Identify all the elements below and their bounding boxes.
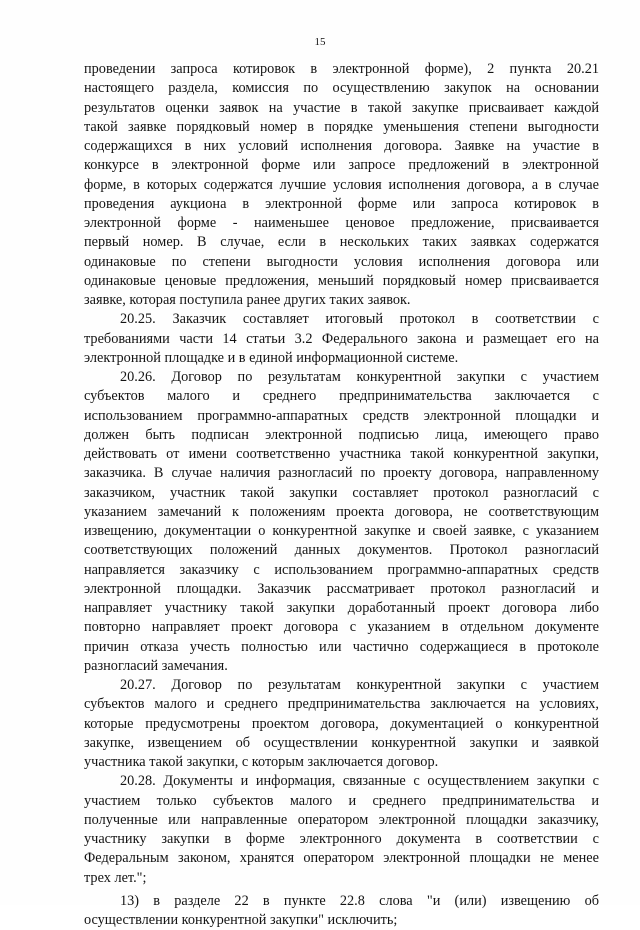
text-line: проведения аукциона в электронной форме или запроса котировок в — [84, 195, 599, 212]
text-line: форме, в которых содержатся лучшие условия исполнения договора, а в случае — [84, 176, 599, 193]
text-line: закупке, извещением об осуществлении конкурентной закупки и заявкой — [84, 734, 599, 751]
text-line: осуществлении конкурентной закупки" исключить; — [84, 912, 398, 928]
text-line: проведении запроса котировок в электронной форме), 2 пункта 20.21 — [84, 61, 599, 77]
text-line: разногласий замечания. — [84, 657, 228, 674]
text-line: участника такой закупки, с которым заключается договор. — [84, 754, 439, 770]
text-line: причин отказа учесть полностью или частично содержащиеся в протоколе — [84, 638, 599, 655]
text-line: заказчика. В случае наличия разногласий по проекту договора, направленному — [84, 465, 599, 482]
text-line: 20.26. Договор по результатам конкурентной закупки с участием — [120, 369, 599, 385]
text-line: трех лет."; — [84, 869, 147, 886]
text-line: должен быть подписан электронной подписью лица, имеющего право — [84, 426, 599, 443]
text-line: одинаковые ценовые предложения, меньший порядковый номер присваивается — [84, 272, 599, 289]
text-line: повторно направляет проект договора с указанием в отдельном документе — [84, 619, 599, 636]
text-line: направляет участнику такой закупки доработанный проект договора либо — [84, 600, 599, 616]
text-line: содержащихся в них условий исполнения договора. Заявке на участие в — [84, 138, 599, 154]
text-line: 20.25. Заказчик составляет итоговый протокол в соответствии с — [120, 311, 599, 328]
text-line: одинаковые по степени выгодности условия исполнения договора или — [84, 253, 599, 270]
text-line: субъектов малого и среднего предпринимательства заключается на условиях, — [84, 696, 599, 713]
text-line: извещению, документации о конкурентной закупке и своей заявке, с указанием — [84, 523, 599, 539]
text-line: указанием замечаний к положениям проекта договора, не соответствующим — [84, 503, 599, 520]
text-line: электронной форме - наименьшее ценовое предложение, присваивается — [84, 215, 599, 231]
text-line: 13) в разделе 22 в пункте 22.8 слова "и (или) извещению об — [120, 892, 599, 909]
text-line: первый номер. В случае, если в нескольких таких заявках содержатся — [84, 234, 599, 251]
page-number: 15 — [314, 36, 326, 48]
text-line: участнику закупки в форме электронного документа в соответствии с — [84, 831, 599, 847]
text-line: участием только субъектов малого и среднего предпринимательства и — [84, 792, 599, 809]
text-line: использованием программно-аппаратных средств электронной площадки и — [84, 407, 599, 424]
text-line: 20.28. Документы и информация, связанные с осуществлением закупки с — [120, 773, 599, 790]
text-line: соответствующих положений данных документов. Протокол разногласий — [84, 542, 599, 559]
document-body — [84, 60, 599, 930]
text-line: такой заявке порядковый номер в порядке уменьшения степени выгодности — [84, 118, 599, 135]
text-line: направляется заказчику с использованием программно-аппаратных средств — [84, 561, 599, 578]
text-line: результатов оценки заявок на участие в такой закупке присваивает каждой — [84, 99, 599, 116]
text-line: настоящего раздела, комиссия по осуществлению закупок на основании — [84, 80, 599, 97]
text-line: 20.27. Договор по результатам конкурентной закупки с участием — [120, 677, 599, 693]
text-line: заказчиком, участник такой закупки составляет протокол разногласий с — [84, 484, 599, 501]
text-line: которые предусмотрены проектом договора, документацией о конкурентной — [84, 715, 599, 732]
text-line: конкурсе в электронной форме или запросе предложений в электронной — [84, 157, 599, 174]
text-line: действовать от имени соответственно участника такой конкурентной закупки, — [84, 446, 599, 462]
text-line: электронной площадки. Заказчик рассматривает протокол разногласий и — [84, 580, 599, 597]
text-line: субъектов малого и среднего предпринимательства заключается с — [84, 388, 599, 405]
text-line: полученные или направленные оператором электронной площадки заказчику, — [84, 811, 599, 828]
text-line: требованиями части 14 статьи 3.2 Федерального закона и размещает его на — [84, 330, 599, 347]
text-line: Федеральным законом, хранятся оператором электронной площадки не менее — [84, 850, 599, 867]
text-line: заявке, которая поступила ранее других таких заявок. — [84, 292, 411, 308]
text-line: электронной площадке и в единой информационной системе. — [84, 349, 459, 366]
